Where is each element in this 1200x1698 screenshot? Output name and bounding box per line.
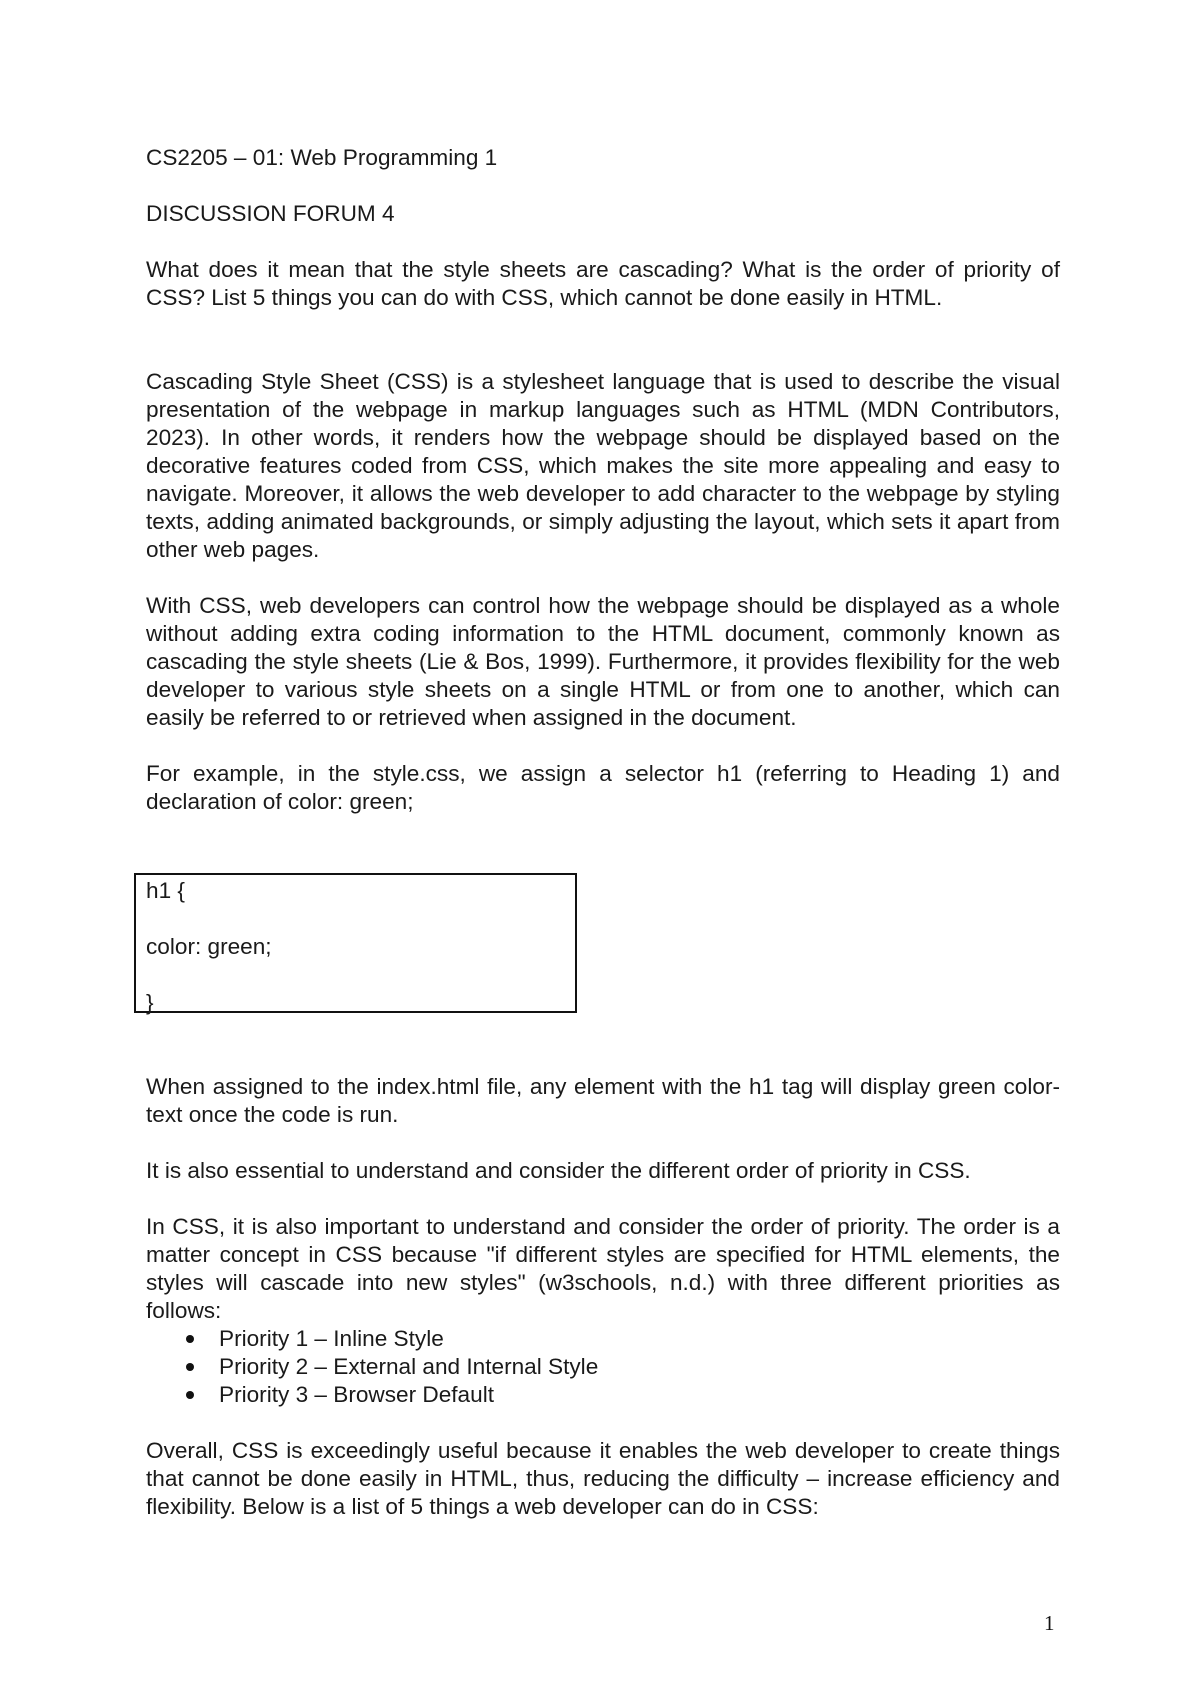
paragraph-css-definition: Cascading Style Sheet (CSS) is a stylesheet language that is used to describe the visual presentation of the webpage in markup languages such as HTML (MDN Contributors, 2023). In other words, it renders how the webpage should be displayed based on the decorative features coded from CSS, which makes the site more appealing and easy to navigate. Moreover, it allows the web developer to add character to the webpage by styling texts, adding animated backgrounds, or simply adjusting the layout, which sets it apart from other web pages. bbox=[146, 369, 1060, 562]
document-body bbox=[146, 144, 1060, 816]
paragraph-priority-order: In CSS, it is also important to understand and consider the order of priority. The order is a matter concept in CSS because "if different styles are specified for HTML elements, the styles will cascade into new styles" (w3schools, n.d.) with three different priorities as follows: bbox=[146, 1214, 1060, 1323]
paragraph-overall: Overall, CSS is exceedingly useful because it enables the web developer to create things that cannot be done easily in HTML, thus, reducing the difficulty – increase efficiency and flexibility. Below is a list of 5 things a web developer can do in CSS: bbox=[146, 1438, 1060, 1519]
paragraph-example: For example, in the style.css, we assign a selector h1 (referring to Heading 1) and declaration of color: green; bbox=[146, 761, 1060, 814]
page-number: 1 bbox=[1044, 1611, 1055, 1635]
paragraph-index-html: When assigned to the index.html file, any element with the h1 tag will display green color-text once the code is run. bbox=[146, 1074, 1060, 1127]
code-line: } bbox=[146, 990, 154, 1015]
list-item bbox=[146, 1381, 1060, 1409]
bullet-icon bbox=[186, 1391, 194, 1399]
forum-title: DISCUSSION FORUM 4 bbox=[146, 201, 395, 226]
course-title: CS2205 – 01: Web Programming 1 bbox=[146, 145, 498, 170]
code-snippet-box bbox=[134, 873, 577, 1013]
code-line: color: green; bbox=[146, 934, 272, 959]
priority-label: Priority 2 – External and Internal Style bbox=[219, 1354, 599, 1379]
list-item bbox=[146, 1325, 1060, 1353]
priority-label: Priority 3 – Browser Default bbox=[219, 1382, 494, 1407]
priority-label: Priority 1 – Inline Style bbox=[219, 1326, 444, 1351]
question-text: What does it mean that the style sheets are cascading? What is the order of priority of CSS? List 5 things you can do with CSS, which cannot be done easily in HTML. bbox=[146, 257, 1060, 310]
priority-list bbox=[146, 1325, 1060, 1409]
bullet-icon bbox=[186, 1335, 194, 1343]
paragraph-cascading: With CSS, web developers can control how the webpage should be displayed as a whole without adding extra coding information to the HTML document, commonly known as cascading the style sheets (Lie & Bos, 1999). Furthermore, it provides flexibility for the web developer to various style sheets on a single HTML or from one to another, which can easily be referred to or retrieved when assigned in the document. bbox=[146, 593, 1060, 730]
list-item bbox=[146, 1353, 1060, 1381]
code-line: h1 { bbox=[146, 878, 185, 903]
paragraph-priority-intro: It is also essential to understand and consider the different order of priority in CSS. bbox=[146, 1158, 971, 1183]
document-body-continued bbox=[146, 1073, 1060, 1521]
bullet-icon bbox=[186, 1363, 194, 1371]
